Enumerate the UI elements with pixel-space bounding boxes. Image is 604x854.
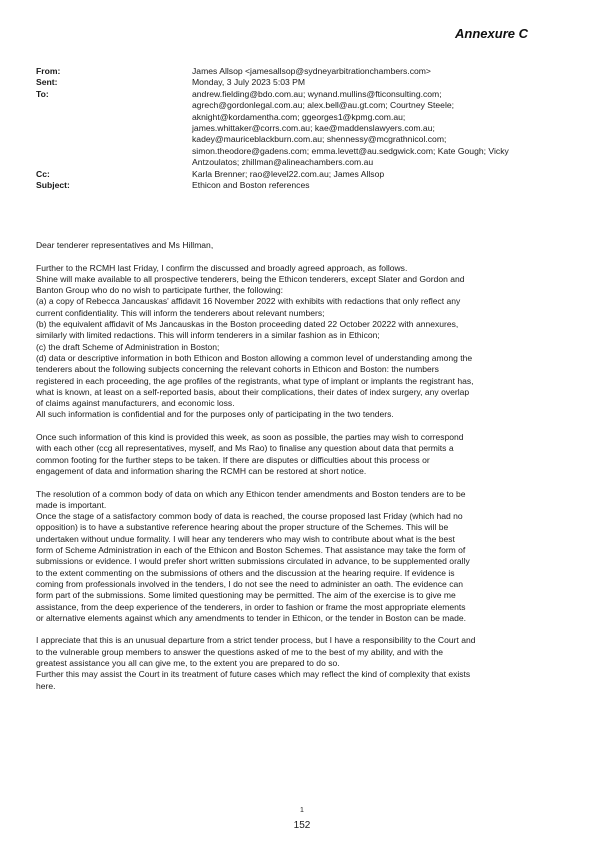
paragraph-approach: [36, 263, 572, 421]
body-line: to the extent commenting on the submissions of others and the discussion at the hearing require. If evidence is: [36, 567, 455, 578]
body-line: of claims against manufacturers, and economic loss.: [36, 398, 235, 409]
sent-value: Monday, 3 July 2023 5:03 PM: [192, 77, 306, 88]
body-line: submissions or evidence. I would prefer short written submissions circulated in advance, to be supplemented orally: [36, 556, 470, 567]
to-line: agrech@gordonlegal.com.au; alex.bell@au.gt.com; Courtney Steele;: [192, 100, 455, 111]
subject-value: Ethicon and Boston references: [192, 180, 310, 191]
to-line: james.whittaker@corrs.com.au; kae@maddenslawyers.com.au;: [192, 123, 435, 134]
from-row: [36, 66, 576, 77]
subject-label: Subject:: [36, 180, 70, 191]
cc-row: [36, 169, 576, 180]
to-line: andrew.fielding@bdo.com.au; wynand.mullins@fticonsulting.com;: [192, 88, 442, 99]
body-line: what is known, at least on a self-reported basis, about their complications, their dates of index surgery, any overlap: [36, 386, 470, 397]
body-line: Once such information of this kind is provided this week, as soon as possible, the parties may wish to correspond: [36, 432, 464, 443]
subject-row: [36, 180, 576, 191]
body-line: (c) the draft Scheme of Administration in Boston;: [36, 341, 220, 352]
body-line: similarly with limited redactions. This will inform tenderers in a similar fashion as in Ethicon;: [36, 330, 380, 341]
email-page-number: 1: [300, 807, 304, 814]
body-line: coming from professionals involved in the tenders, I do not see the need to administer an oath. The evidence can: [36, 578, 463, 589]
email-header-block: [36, 66, 576, 191]
body-line: made is important.: [36, 499, 107, 510]
body-line: All such information is confidential and for the purposes only of participating in the two tenders.: [36, 409, 394, 420]
annexure-label: Annexure C: [455, 26, 528, 41]
email-body: [36, 240, 572, 692]
cc-label: Cc:: [36, 168, 50, 179]
from-value: James Allsop <jamesallsop@sydneyarbitrationchambers.com>: [192, 66, 431, 76]
body-line: form of Scheme Administration in each of the Ethicon and Boston Schemes. That assistance may take the form of: [36, 545, 466, 556]
sent-row: [36, 77, 576, 88]
body-line: assistance, from the deep experience of the tenderers, in order to fashion or frame the most appropriate elements: [36, 601, 466, 612]
to-line: simon.theodore@gadens.com; emma.levett@au.sedgwick.com; Kate Gough; Vicky: [192, 145, 509, 156]
body-line: here.: [36, 680, 56, 691]
body-line: Shine will make available to all prospective tenderers, being the Ethicon tenderers, except Slater and Gordon and: [36, 273, 465, 284]
body-line: common footing for the further steps to be taken. If there are disputes or difficulties about this process or: [36, 454, 430, 465]
body-line: form part of the submissions. Some limited questioning may be permitted. The aim of the exercise is to give me: [36, 590, 456, 601]
to-line: Antzoulatos; zhillman@alineachambers.com.au: [192, 157, 374, 168]
body-line: current confidentiality. This will inform the tenderers about relevant numbers;: [36, 307, 325, 318]
body-line: Further this may assist the Court in its treatment of future cases which may reflect the kind of complexity that exists: [36, 669, 471, 680]
to-label: To:: [36, 88, 49, 99]
to-value: [192, 89, 576, 169]
body-line: registered in each proceeding, the age profiles of the registrants, what type of implant or implants the registrant has,: [36, 375, 474, 386]
document-page-number: 152: [293, 820, 311, 831]
to-line: aknight@kordamentha.com; ggeorges1@kpmg.com.au;: [192, 111, 406, 122]
body-line: (b) the equivalent affidavit of Ms Jancauskas in the Boston proceeding dated 22 October 20222 with annexures,: [36, 319, 459, 330]
from-label: From:: [36, 66, 61, 76]
body-line: with each other (ccg all representatives, myself, and Ms Rao) to finalise any question about data that permits a: [36, 443, 454, 454]
paragraph-resolution: [36, 489, 572, 625]
body-line: Once the stage of a satisfactory common body of data is reached, the course proposed last Friday (which had no: [36, 511, 463, 522]
body-line: (a) a copy of Rebecca Jancauskas' affidavit 16 November 2022 with exhibits with redactions that only reflect any: [36, 296, 461, 307]
body-line: (d) data or descriptive information in both Ethicon and Boston allowing a common level of understanding among the: [36, 352, 473, 363]
to-line: kadey@mauriceblackburn.com.au; shennessy@mcgrathnicol.com;: [192, 134, 447, 145]
body-line: greatest assistance you all can give me, to the extent you are prepared to do so.: [36, 657, 340, 668]
body-line: The resolution of a common body of data on which any Ethicon tender amendments and Boston tenders are to be: [36, 488, 466, 499]
sent-label: Sent:: [36, 77, 58, 88]
body-line: undertaken without undue formality. I will hear any tenderers who may wish to contribute about what is the best: [36, 533, 455, 544]
paragraph-correspond: [36, 432, 572, 477]
salutation: Dear tenderer representatives and Ms Hillman,: [36, 240, 214, 250]
to-row: [36, 89, 576, 169]
body-line: I appreciate that this is an unusual departure from a strict tender process, but I have a responsibility to the Court and: [36, 635, 476, 646]
cc-value: Karla Brenner; rao@level22.com.au; James Allsop: [192, 168, 385, 179]
body-line: Banton Group who do no wish to participate further, the following:: [36, 285, 284, 296]
body-line: Further to the RCMH last Friday, I confirm the discussed and broadly agreed approach, as follows.: [36, 262, 408, 273]
body-line: engagement of data and information sharing the RCMH can be restored at short notice.: [36, 465, 367, 476]
body-line: to the vulnerable group members to answer the questions asked of me to the best of my ability, and with the: [36, 646, 443, 657]
body-line: tenderers about the following subjects concerning the relevant cohorts in Ethicon and Boston: the numbers: [36, 364, 439, 375]
body-line: opposition) is to have a substantive reference hearing about the proper structure of the Schemes. This will be: [36, 522, 449, 533]
body-line: or alternative elements against which any amendments to tender in Ethicon, or the tender in Boston can be made.: [36, 612, 466, 623]
paragraph-appreciate: [36, 635, 572, 691]
